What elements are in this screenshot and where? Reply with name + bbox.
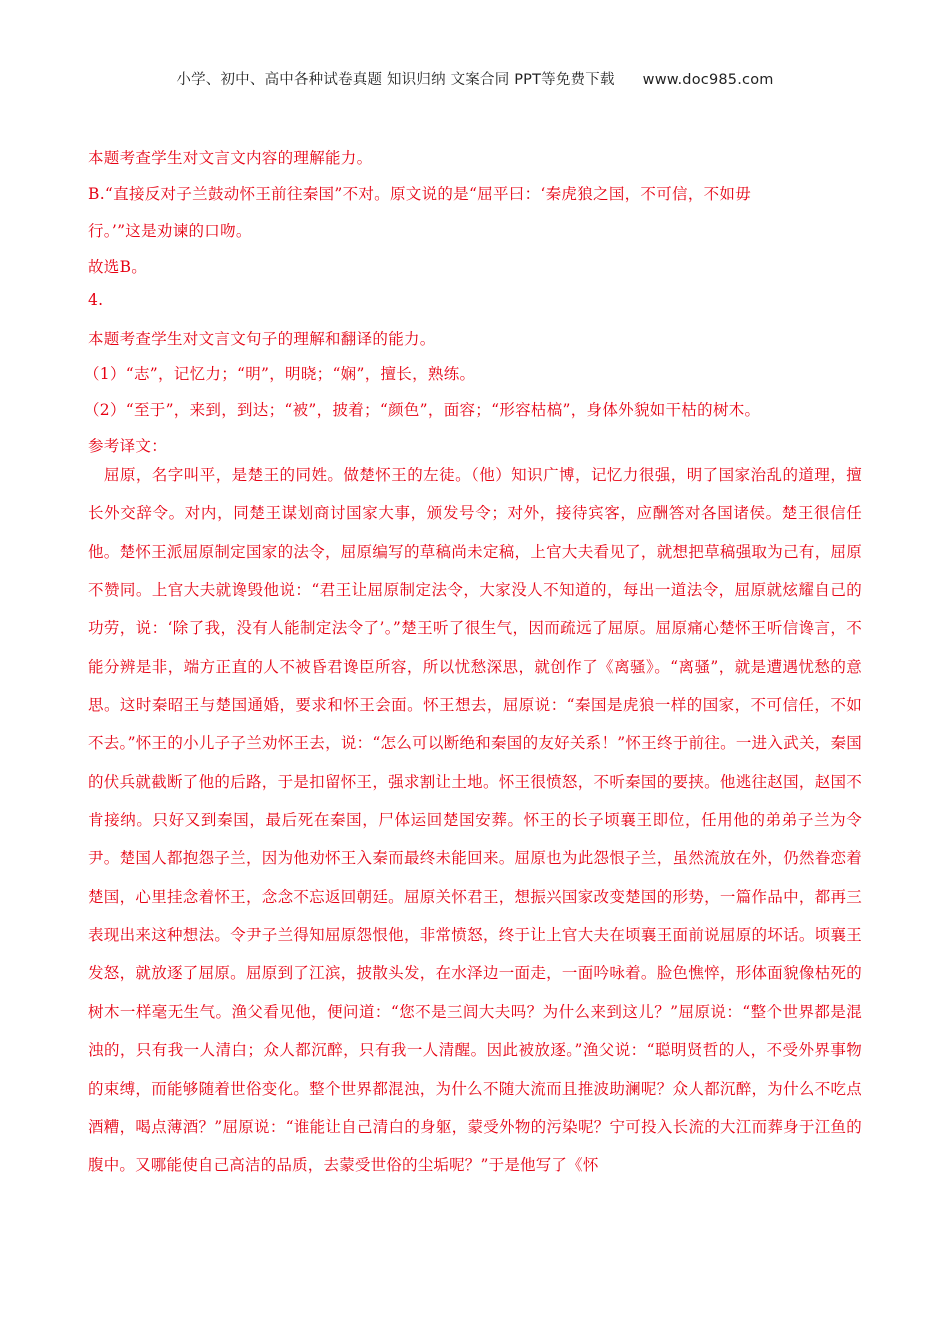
answer3-option-b-line2: 行。’”这是劝谏的口吻。: [88, 222, 252, 240]
answer4-item1: （1）“志”，记忆力；“明”，明晓；“娴”，擅长，熟练。: [84, 365, 476, 383]
reference-translation: [88, 456, 862, 1185]
answer3-intro: 本题考查学生对文言文内容的理解能力。: [88, 149, 373, 167]
header-url[interactable]: www.doc985.com: [642, 72, 774, 88]
reference-translation-label: 参考译文：: [88, 437, 168, 455]
page-header: [0, 68, 950, 89]
answer4-number: 4.: [88, 291, 104, 309]
header-text: 小学、初中、高中各种试卷真题 知识归纳 文案合同 PPT等免费下载: [176, 72, 615, 88]
answer4-item2: （2）“至于”，来到，到达；“被”，披着；“颜色”，面容；“形容枯槁”，身体外貌如干枯的树木。: [84, 401, 761, 419]
answer3-option-b-line1: B.“直接反对子兰鼓动怀王前往秦国”不对。原文说的是“屈平曰：‘秦虎狼之国，不可信，不如毋: [88, 185, 752, 203]
answer4-intro: 本题考查学生对文言文句子的理解和翻译的能力。: [88, 330, 436, 348]
translation-text: 屈原，名字叫平，是楚王的同姓。做楚怀王的左徒。（他）知识广博，记忆力很强，明了国家治乱的道理，擅长外交辞令。对内，同楚王谋划商讨国家大事，颁发号令；对外，接待宾客，应酬答对各国诸侯。楚王很信任他。楚怀王派屈原制定国家的法令，屈原编写的草稿尚未定稿，上官大夫看见了，就想把草稿强取为己有，屈原不赞同。上官大夫就谗毁他说：“君王让屈原制定法令，大家没人不知道的，每出一道法令，屈原就炫耀自己的功劳，说：‘除了我，没有人能制定法令了’。”楚王听了很生气，因而疏远了屈原。屈原痛心楚怀王听信谗言，不能分辨是非，端方正直的人不被昏君谗臣所容，所以忧愁深思，就创作了《离骚》。“离骚”，就是遭遇忧愁的意思。这时秦昭王与楚国通婚，要求和怀王会面。怀王想去，屈原说：“秦国是虎狼一样的国家，不可信任，不如不去。”怀王的小儿子子兰劝怀王去，说：“怎么可以断绝和秦国的友好关系！”怀王终于前往。一进入武关，秦国的伏兵就截断了他的后路，于是扣留怀王，强求割让土地。怀王很愤怒，不听秦国的要挟。他逃往赵国，赵国不肯接纳。只好又到秦国，最后死在秦国，尸体运回楚国安葬。怀王的长子顷襄王即位，任用他的弟弟子兰为令尹。楚国人都抱怨子兰，因为他劝怀王入秦而最终未能回来。屈原也为此怨恨子兰，虽然流放在外，仍然眷恋着楚国，心里挂念着怀王，念念不忘返回朝廷。屈原关怀君王，想振兴国家改变楚国的形势，一篇作品中，都再三表现出来这种想法。令尹子兰得知屈原怨恨他，非常愤怒，终于让上官大夫在顷襄王面前说屈原的坏话。顷襄王发怒，就放逐了屈原。屈原到了江滨，披散头发，在水泽边一面走，一面吟咏着。脸色憔悴，形体面貌像枯死的树木一样毫无生气。渔父看见他，便问道：“您不是三闾大夫吗？为什么来到这儿？”屈原说：“整个世界都是混浊的，只有我一人清白；众人都沉醉，只有我一人清醒。因此被放逐。”渔父说：“聪明贤哲的人，不受外界事物的束缚，而能够随着世俗变化。整个世界都混浊，为什么不随大流而且推波助澜呢？众人都沉醉，为什么不吃点酒糟，喝点薄酒？”屈原说：“谁能让自己清白的身躯，蒙受外物的污染呢？宁可投入长流的大江而葬身于江鱼的腹中。又哪能使自己高洁的品质，去蒙受世俗的尘垢呢？”于是他写了《怀: [88, 466, 862, 1175]
answer3-choice: 故选B。: [88, 258, 148, 276]
